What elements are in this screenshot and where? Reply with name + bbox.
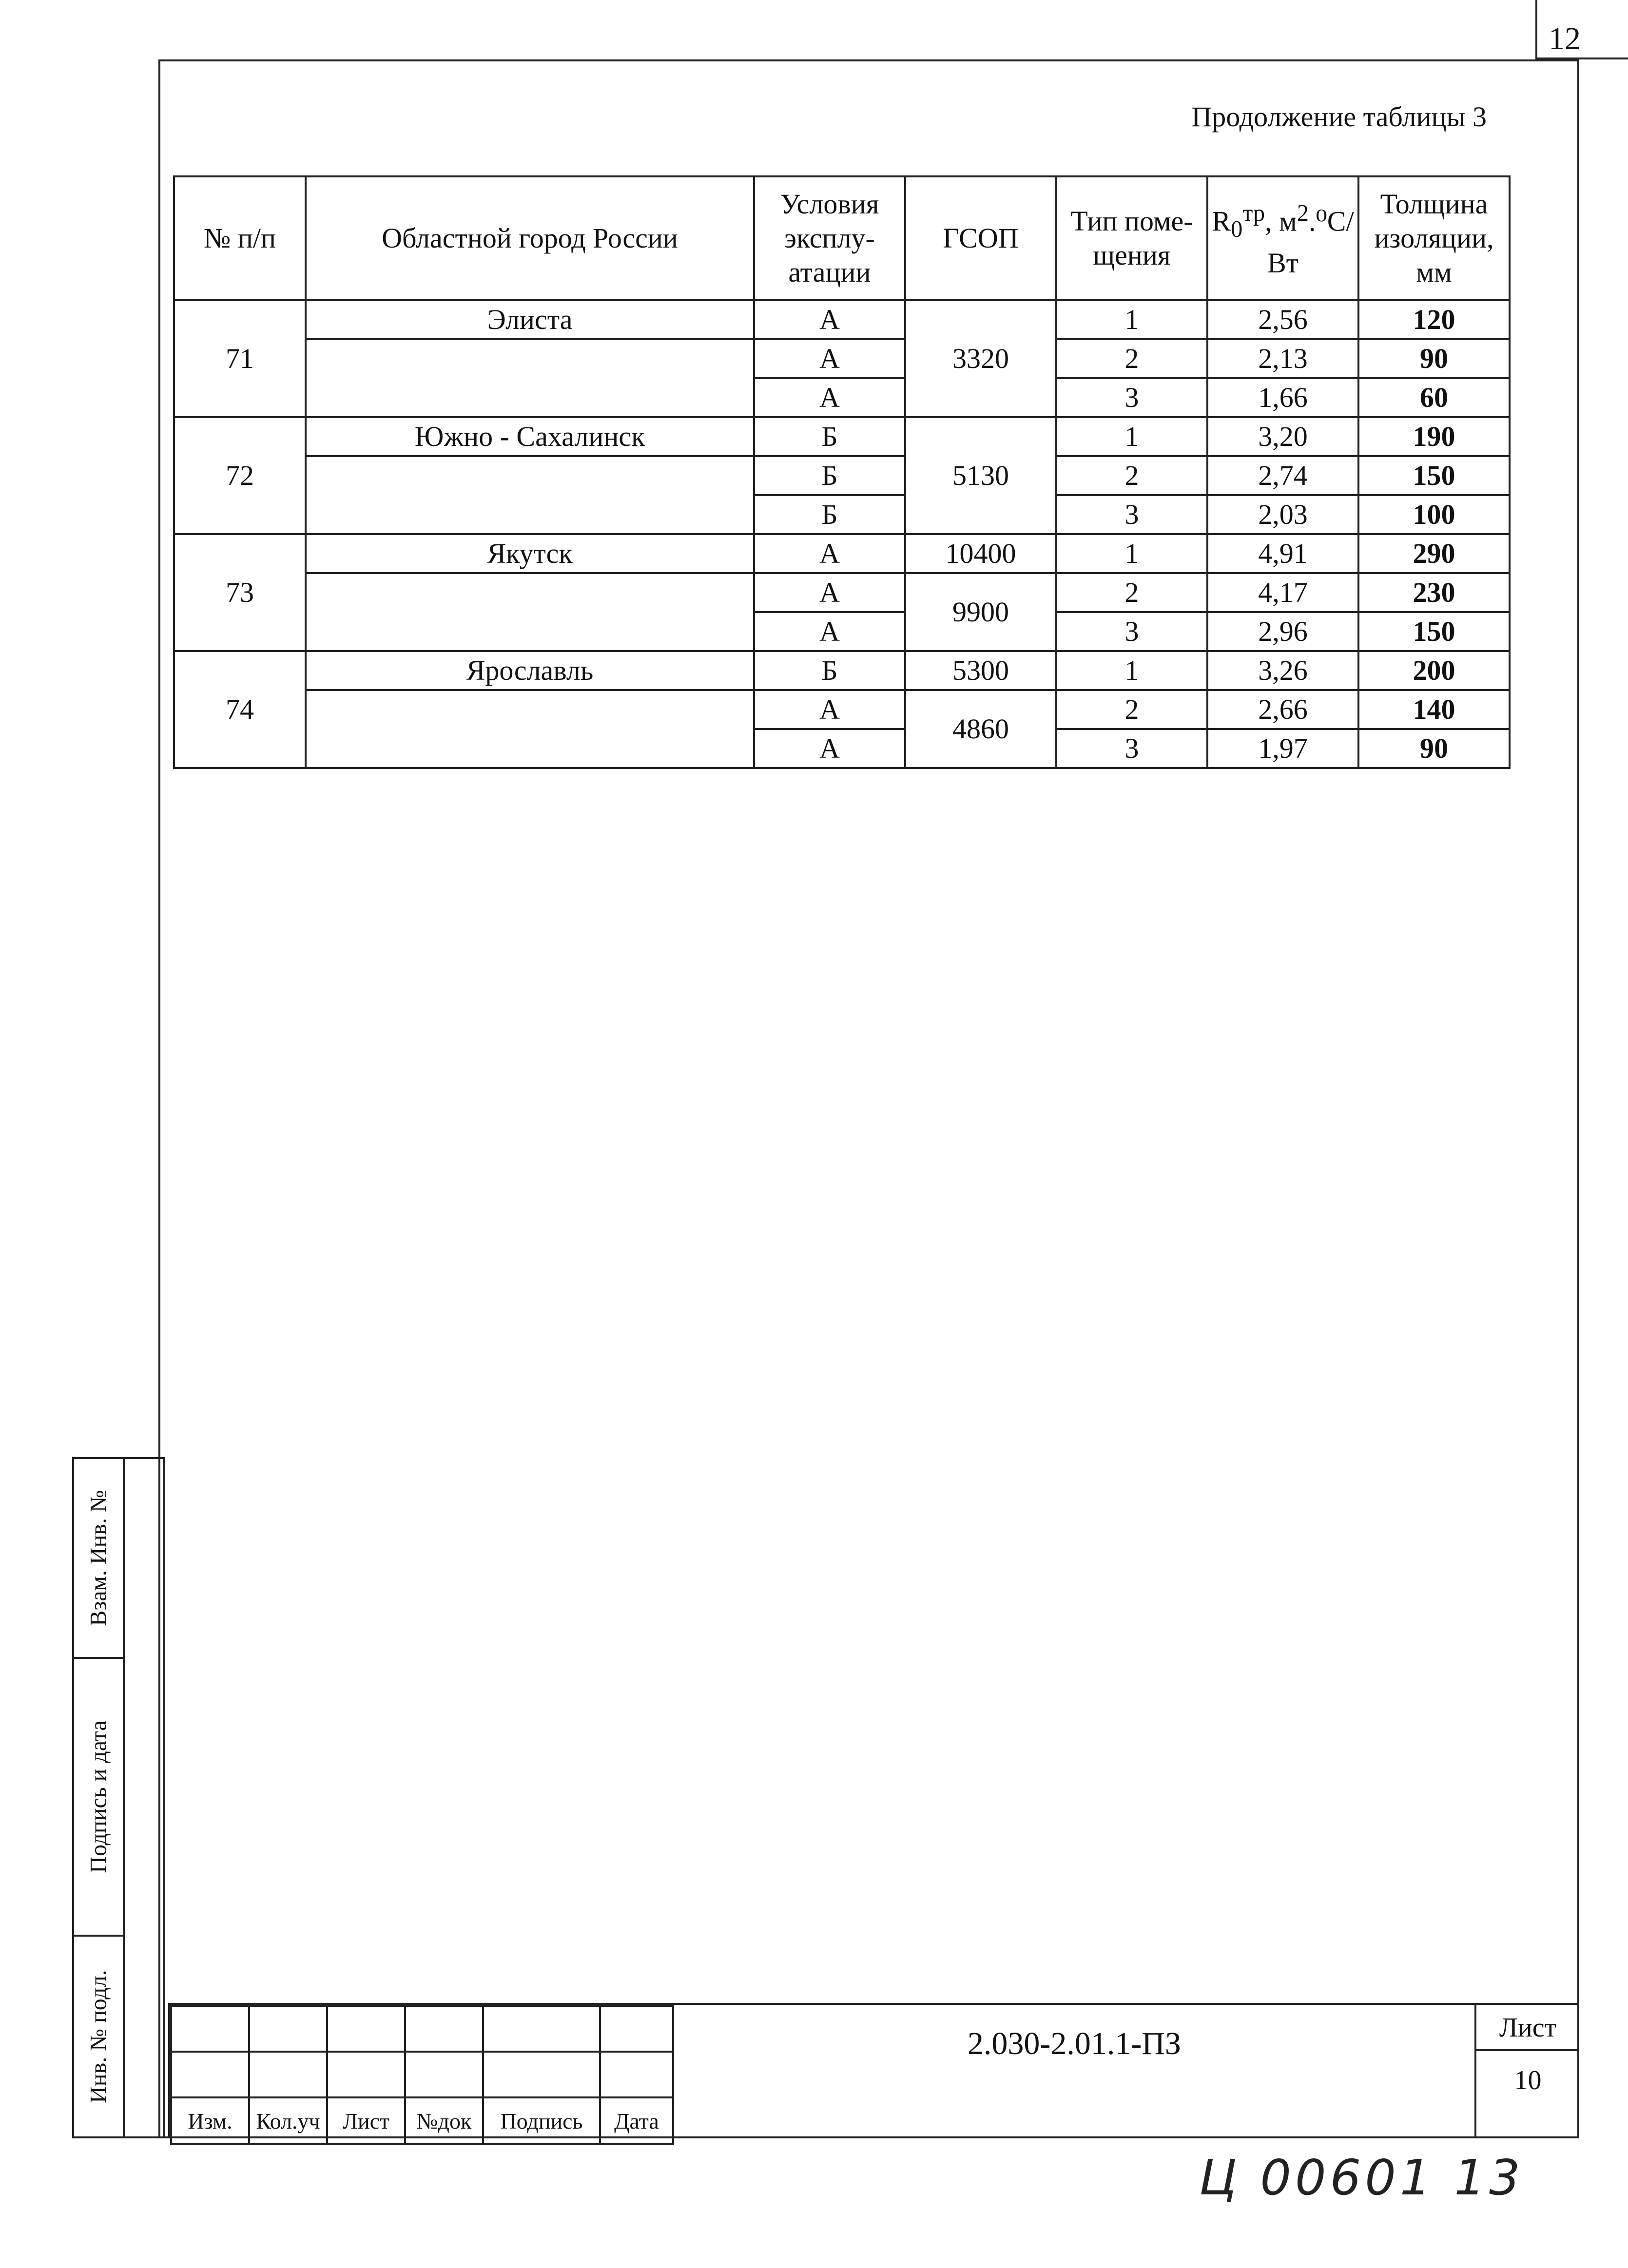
title-block <box>168 2003 1579 2138</box>
row-r0: 2,13 <box>1207 339 1358 378</box>
tb-cell <box>405 2006 483 2052</box>
row-city: Якутск <box>306 534 754 573</box>
table-row <box>174 690 1510 729</box>
row-thickness: 190 <box>1358 417 1510 456</box>
row-thickness: 200 <box>1358 651 1510 690</box>
table-row <box>174 573 1510 612</box>
row-thickness: 90 <box>1358 729 1510 768</box>
table-row <box>174 339 1510 378</box>
row-num: 72 <box>174 417 306 534</box>
header-num: № п/п <box>174 176 306 300</box>
title-block-grid <box>170 2005 674 2145</box>
side-label-podpis: Подпись и дата <box>85 1720 112 1873</box>
row-num: 73 <box>174 534 306 651</box>
row-thickness: 150 <box>1358 456 1510 495</box>
row-conditions: А <box>754 573 905 612</box>
row-r0: 2,03 <box>1207 495 1358 534</box>
header-city: Областной город России <box>306 176 754 300</box>
header-thickness: Толщина изоляции, мм <box>1358 176 1510 300</box>
row-conditions: А <box>754 612 905 651</box>
row-conditions: А <box>754 729 905 768</box>
row-thickness: 140 <box>1358 690 1510 729</box>
row-gsop: 10400 <box>905 534 1056 573</box>
row-thickness: 100 <box>1358 495 1510 534</box>
row-r0: 2,96 <box>1207 612 1358 651</box>
row-r0: 2,56 <box>1207 300 1358 339</box>
row-conditions: А <box>754 534 905 573</box>
row-thickness: 290 <box>1358 534 1510 573</box>
row-room-type: 3 <box>1056 729 1207 768</box>
title-block-row <box>171 2006 673 2052</box>
row-thickness: 150 <box>1358 612 1510 651</box>
header-gsop: ГСОП <box>905 176 1056 300</box>
tb-cell <box>327 2006 405 2052</box>
row-r0: 3,20 <box>1207 417 1358 456</box>
r0-superscript: тр <box>1242 200 1265 226</box>
row-gsop: 5130 <box>905 417 1056 534</box>
tb-cell <box>405 2052 483 2097</box>
row-r0: 4,91 <box>1207 534 1358 573</box>
corner-page-number: 12 <box>1549 21 1581 57</box>
row-gsop: 3320 <box>905 300 1056 417</box>
table-header-row <box>174 176 1510 300</box>
header-r0 <box>1207 176 1358 300</box>
row-city-empty <box>306 456 754 534</box>
r0-symbol: R <box>1212 205 1231 237</box>
row-conditions: А <box>754 339 905 378</box>
tb-col-list: Лист <box>327 2097 405 2144</box>
row-r0: 2,66 <box>1207 690 1358 729</box>
tb-cell <box>171 2006 249 2052</box>
row-room-type: 2 <box>1056 456 1207 495</box>
row-r0: 3,26 <box>1207 651 1358 690</box>
table-row <box>174 534 1510 573</box>
tb-col-podpis: Подпись <box>483 2097 600 2144</box>
tb-cell <box>483 2052 600 2097</box>
row-conditions: Б <box>754 456 905 495</box>
tb-cell <box>249 2052 327 2097</box>
row-room-type: 2 <box>1056 573 1207 612</box>
side-stamp-divider <box>123 1459 125 2136</box>
r0-unit-sup: 2 <box>1297 200 1309 226</box>
row-room-type: 3 <box>1056 612 1207 651</box>
tb-cell <box>327 2052 405 2097</box>
row-num: 74 <box>174 651 306 768</box>
tb-col-izm: Изм. <box>171 2097 249 2144</box>
row-r0: 4,17 <box>1207 573 1358 612</box>
tb-col-data: Дата <box>600 2097 673 2144</box>
row-thickness: 60 <box>1358 378 1510 417</box>
row-city: Элиста <box>306 300 754 339</box>
title-block-row <box>171 2052 673 2097</box>
row-conditions: Б <box>754 417 905 456</box>
header-conditions: Условия эксплу- атации <box>754 176 905 300</box>
row-r0: 1,97 <box>1207 729 1358 768</box>
row-city: Южно - Сахалинск <box>306 417 754 456</box>
row-city: Ярославль <box>306 651 754 690</box>
row-room-type: 3 <box>1056 378 1207 417</box>
row-room-type: 3 <box>1056 495 1207 534</box>
row-conditions: А <box>754 300 905 339</box>
sheet-box <box>1474 2005 1579 2136</box>
tb-cell <box>600 2006 673 2052</box>
tb-col-kolich: Кол.уч <box>249 2097 327 2144</box>
r0-unit-post: .⁰C/Вт <box>1267 205 1354 279</box>
header-room-type: Тип поме- щения <box>1056 176 1207 300</box>
side-label-inv: Инв. № подл. <box>85 1970 112 2103</box>
side-label-vzam: Взам. Инв. № <box>85 1490 112 1626</box>
table-caption: Продолжение таблицы 3 <box>1191 101 1487 133</box>
row-conditions: Б <box>754 651 905 690</box>
row-room-type: 1 <box>1056 534 1207 573</box>
row-thickness: 90 <box>1358 339 1510 378</box>
row-conditions: А <box>754 690 905 729</box>
row-gsop: 5300 <box>905 651 1056 690</box>
tb-cell <box>600 2052 673 2097</box>
row-thickness: 120 <box>1358 300 1510 339</box>
table-row <box>174 417 1510 456</box>
title-block-header-row <box>171 2097 673 2144</box>
tb-col-ndok: №док <box>405 2097 483 2144</box>
tb-cell <box>171 2052 249 2097</box>
r0-subscript: 0 <box>1231 216 1243 242</box>
row-room-type: 1 <box>1056 651 1207 690</box>
insulation-table <box>173 175 1511 769</box>
row-room-type: 1 <box>1056 417 1207 456</box>
row-num: 71 <box>174 300 306 417</box>
tb-cell <box>249 2006 327 2052</box>
row-room-type: 1 <box>1056 300 1207 339</box>
table-row <box>174 456 1510 495</box>
row-gsop: 9900 <box>905 573 1056 651</box>
side-cell-podpis <box>74 1659 123 1937</box>
row-thickness: 230 <box>1358 573 1510 612</box>
row-room-type: 2 <box>1056 339 1207 378</box>
row-gsop: 4860 <box>905 690 1056 768</box>
side-cell-inv <box>74 1937 123 2136</box>
sheet-number: 10 <box>1514 2065 1542 2095</box>
side-stamp <box>72 1457 165 2138</box>
row-city-empty <box>306 690 754 768</box>
row-conditions: Б <box>754 495 905 534</box>
row-r0: 1,66 <box>1207 378 1358 417</box>
sheet-label: Лист <box>1476 2005 1579 2051</box>
row-r0: 2,74 <box>1207 456 1358 495</box>
table-row <box>174 300 1510 339</box>
row-room-type: 2 <box>1056 690 1207 729</box>
row-city-empty <box>306 573 754 651</box>
handwritten-note: Ц 00601 13 <box>1199 2149 1524 2206</box>
r0-unit-pre: , м <box>1265 205 1297 237</box>
tb-cell <box>483 2006 600 2052</box>
table-row <box>174 651 1510 690</box>
document-code: 2.030-2.01.1-ПЗ <box>967 2026 1182 2061</box>
side-cell-vzam <box>74 1459 123 1659</box>
row-city-empty <box>306 339 754 417</box>
row-conditions: А <box>754 378 905 417</box>
